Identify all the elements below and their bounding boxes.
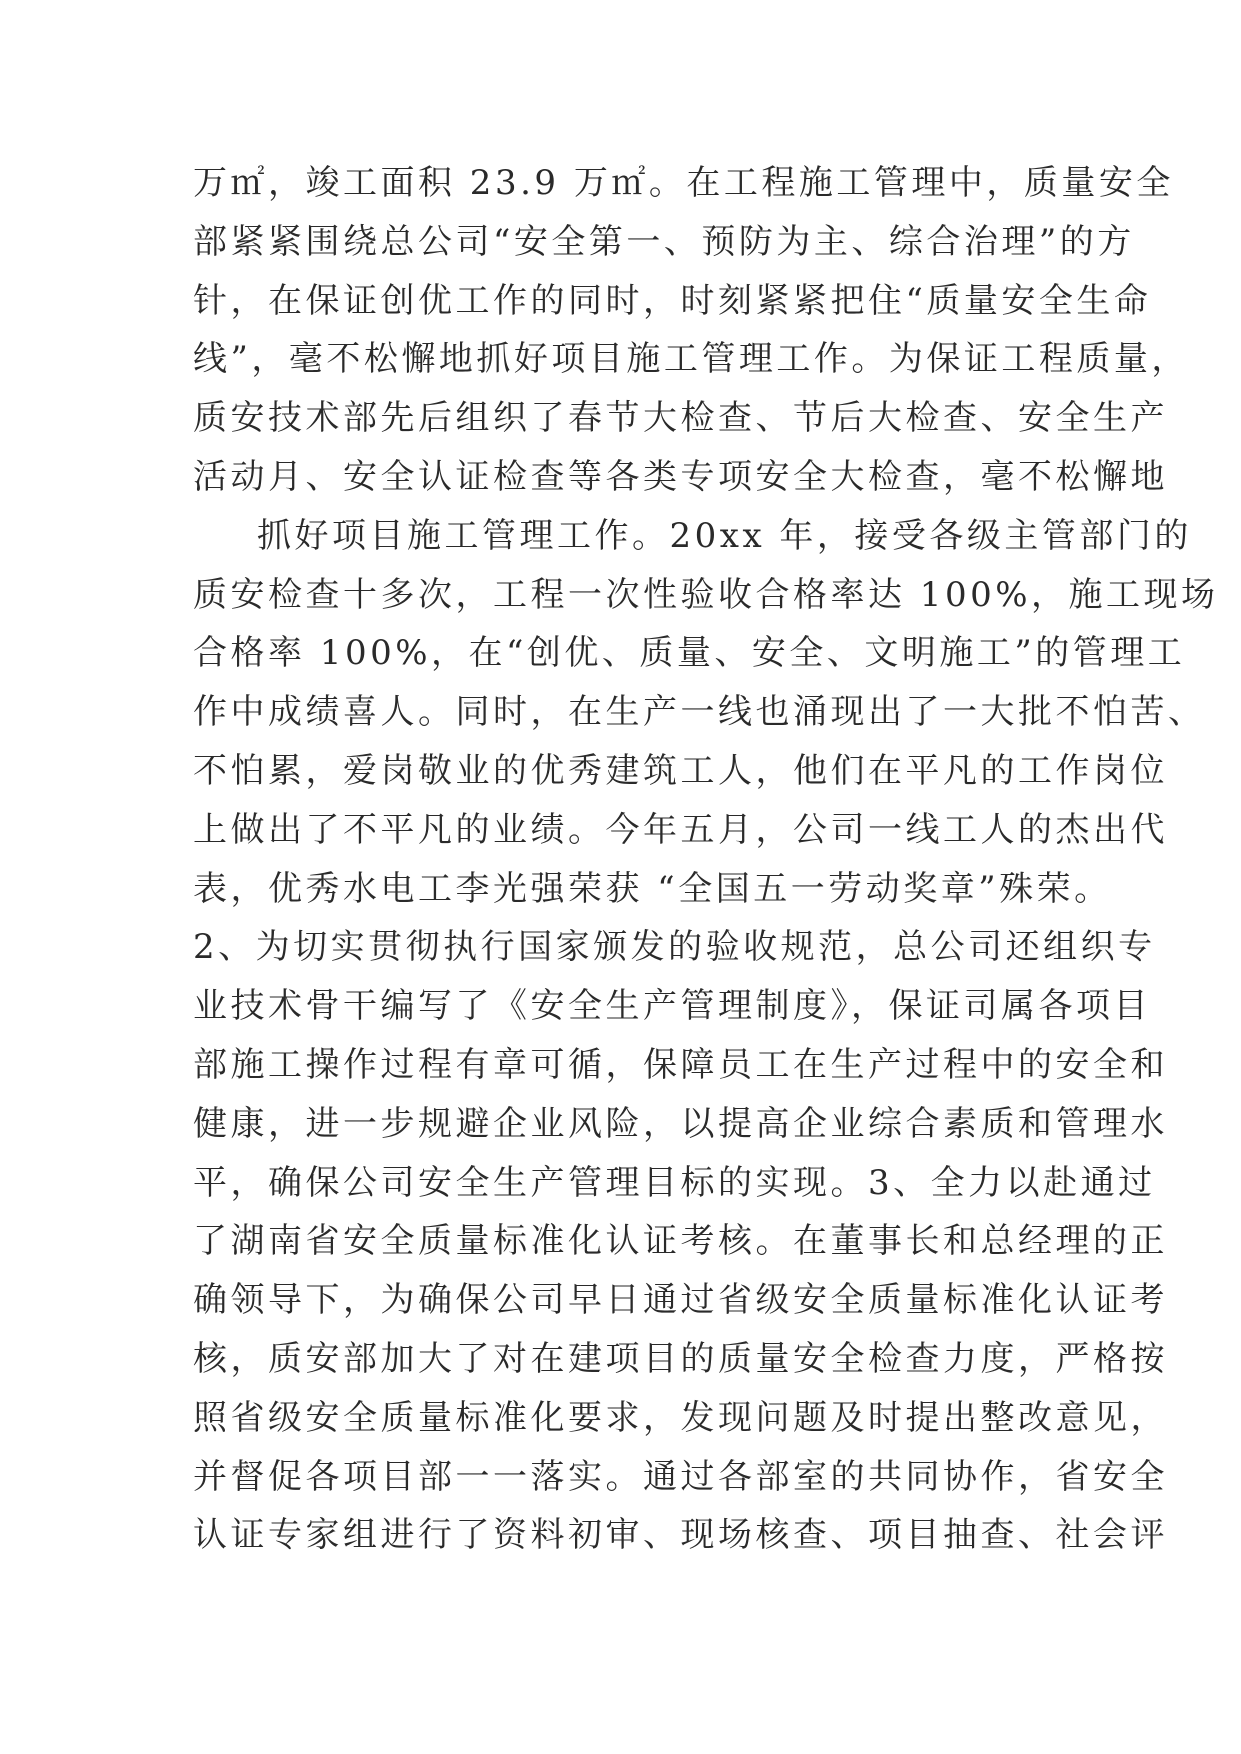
text-line-5: 质安技术部先后组织了春节大检查、节后大检查、安全生产	[193, 398, 1168, 439]
text-line-21: 核，质安部加大了对在建项目的质量安全检查力度，严格按	[193, 1338, 1168, 1379]
text-line-24: 认证专家组进行了资料初审、现场核查、项目抽查、社会评	[193, 1515, 1168, 1556]
text-line-23: 并督促各项目部一一落实。通过各部室的共同协作，省安全	[193, 1456, 1168, 1497]
text-line-2: 部紧紧围绕总公司“安全第一、预防为主、综合治理”的方	[193, 221, 1135, 262]
text-line-13: 表，优秀水电工李光强荣获 “全国五一劳动奖章”殊荣。	[193, 868, 1112, 909]
text-line-4: 线”，毫不松懈地抓好项目施工管理工作。为保证工程质量，	[193, 339, 1189, 380]
text-line-22: 照省级安全质量标准化要求，发现问题及时提出整改意见，	[193, 1397, 1168, 1438]
text-line-15: 业技术骨干编写了《安全生产管理制度》，保证司属各项目	[193, 986, 1151, 1027]
text-line-3: 针，在保证创优工作的同时，时刻紧紧把住“质量安全生命	[193, 280, 1152, 321]
text-line-17: 健康，进一步规避企业风险，以提高企业综合素质和管理水	[193, 1103, 1168, 1144]
text-line-10: 作中成绩喜人。同时，在生产一线也涌现出了一大批不怕苦、	[193, 692, 1206, 733]
text-line-6: 活动月、安全认证检查等各类专项安全大检查，毫不松懈地	[193, 456, 1168, 497]
text-line-9: 合格率 100%，在“创优、质量、安全、文明施工”的管理工	[193, 633, 1186, 674]
text-line-14: 2、为切实贯彻执行国家颁发的验收规范，总公司还组织专	[193, 927, 1156, 968]
text-line-18: 平，确保公司安全生产管理目标的实现。3、全力以赴通过	[193, 1162, 1156, 1203]
text-line-11: 不怕累，爱岗敬业的优秀建筑工人，他们在平凡的工作岗位	[193, 750, 1168, 791]
text-line-12: 上做出了不平凡的业绩。今年五月，公司一线工人的杰出代	[193, 809, 1168, 850]
body-text	[193, 154, 1219, 1565]
text-line-1: 万㎡，竣工面积 23.9 万㎡。在工程施工管理中，质量安全	[193, 163, 1174, 203]
text-line-19: 了湖南省安全质量标准化认证考核。在董事长和总经理的正	[193, 1221, 1168, 1262]
text-line-16: 部施工操作过程有章可循，保障员工在生产过程中的安全和	[193, 1044, 1168, 1085]
text-line-7: 抓好项目施工管理工作。20xx 年，接受各级主管部门的	[257, 515, 1192, 556]
text-line-20: 确领导下，为确保公司早日通过省级安全质量标准化认证考	[193, 1280, 1168, 1321]
text-line-8: 质安检查十多次，工程一次性验收合格率达 100%，施工现场	[193, 574, 1219, 615]
